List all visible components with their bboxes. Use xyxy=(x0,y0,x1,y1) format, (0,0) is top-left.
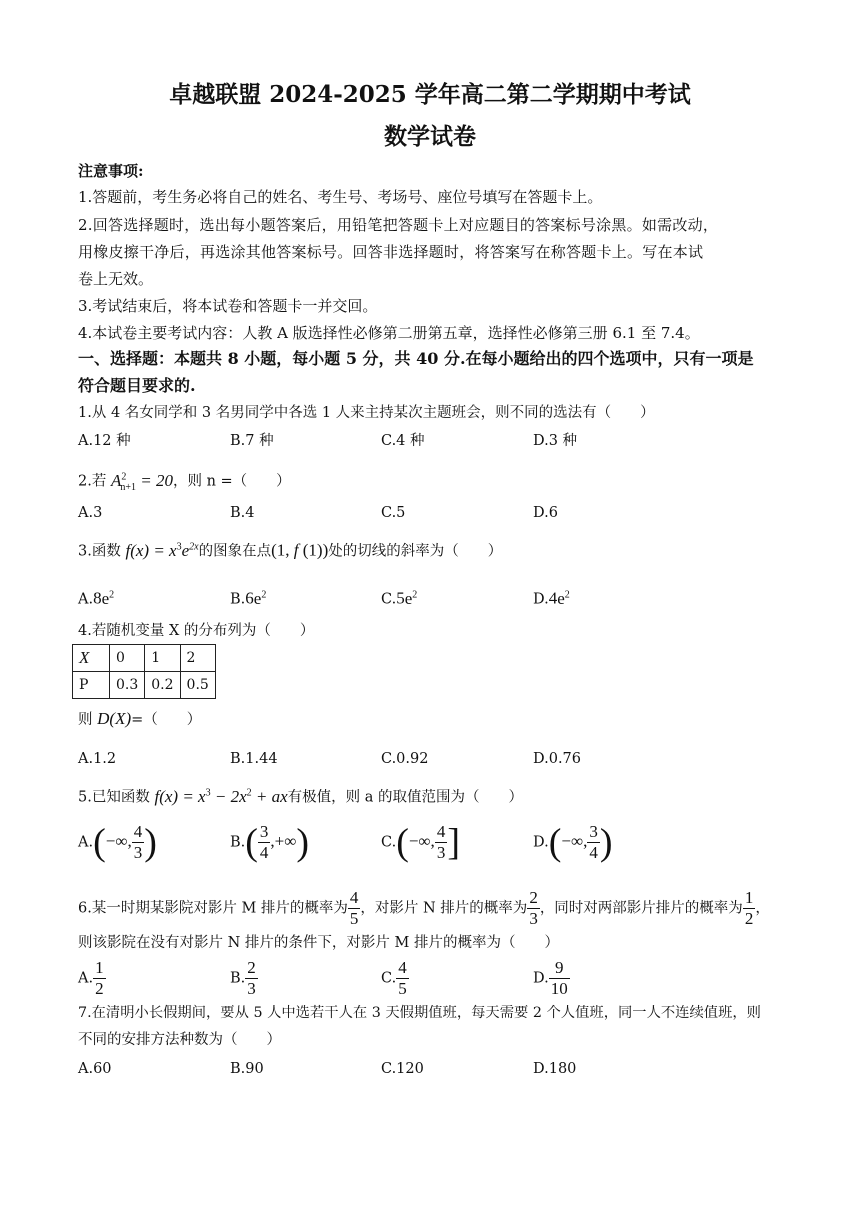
exam-subtitle: 数学试卷 xyxy=(384,123,476,150)
table-row xyxy=(73,672,216,699)
q2-suffix: ，则 n =（ ） xyxy=(172,473,291,490)
q3-option-d: $D.4e^2$ xyxy=(533,588,570,608)
table-cell: 0.3 xyxy=(110,672,145,699)
table-cell: 1 xyxy=(145,645,180,672)
q3-option-c: $C.5e^2$ xyxy=(381,588,418,608)
q1-option-c: C.4 种 xyxy=(381,433,425,449)
notice-item: 1.答题前，考生务必将自己的姓名、考生号、考场号、座位号填写在答题卡上。 xyxy=(78,188,603,206)
q5-function: $f(x) = x^3 - 2x^2$ + ax xyxy=(154,786,288,806)
q3-option-b: $B.6e^2$ xyxy=(230,588,267,608)
table-cell: 0 xyxy=(110,645,145,672)
q6-option-a: A. $\frac{1}{2}$ xyxy=(78,958,104,998)
table-cell: P xyxy=(73,672,110,699)
q2-option-c: C.5 xyxy=(381,505,406,521)
q5-option-a: A.(−∞, $\frac{4}{3}$ ) xyxy=(78,821,157,864)
question-1-stem: 1.从 4 名女同学和 3 名男同学中各选 1 人来主持某次主题班会，则不同的选法有（ ） xyxy=(78,405,655,421)
q1-option-a: A.12 种 xyxy=(78,433,131,449)
q3-suffix: 处的切线的斜率为（ ） xyxy=(328,543,503,560)
q6-option-c: C. $\frac{4}{5}$ xyxy=(381,958,407,998)
q4-option-d: D.0.76 xyxy=(533,751,582,767)
notice-item: 2.回答选择题时，选出每小题答案后，用铅笔把答题卡上对应题目的答案标号涂黑。如需改动， xyxy=(78,216,719,234)
q3-option-a: $A.8e^2$ xyxy=(78,588,115,608)
notice-item: 3.考试结束后，将本试卷和答题卡一并交回。 xyxy=(78,297,378,315)
table-cell: 2 xyxy=(180,645,215,672)
table-row xyxy=(73,645,216,672)
q7-option-b: B.90 xyxy=(230,1061,264,1077)
notice-item: 4.本试卷主要考试内容：人教 A 版选择性必修第二册第五章，选择性必修第三册 6.1 至 7.4。 xyxy=(78,324,700,342)
q2-prefix: 2.若 xyxy=(78,473,107,490)
q3-mid: 的图象在点 xyxy=(198,543,272,560)
question-4-stem: 4.若随机变量 X 的分布列为（ ） xyxy=(78,623,315,639)
q5-option-d: D.(−∞, $\frac{3}{4}$ ) xyxy=(533,821,613,864)
q2-formula: $A^2_{n+1} = 20$ xyxy=(110,470,173,494)
notice-item: 卷上无效。 xyxy=(78,270,154,288)
q3-prefix: 3.函数 xyxy=(78,543,121,560)
q5-option-c: C.(−∞, $\frac{4}{3}$ ] xyxy=(381,821,460,864)
question-4-ask: 则 D(X)=（ ） xyxy=(78,709,202,728)
question-6-stem: 6.某一时期某影院对影片 M 排片的概率为 $\frac{4}{5}$ ，对影片 N 排片的概率为 $\frac{2}{3}$ ，同时对两部影片排片的概率为 $\frac{1}{2}$ ， xyxy=(78,888,770,928)
q7-option-d: D.180 xyxy=(533,1061,577,1077)
section-heading: 一、选择题：本题共 8 小题，每小题 5 分，共 40 分.在每小题给出的四个选项中，只有一项是 xyxy=(78,349,754,368)
section-heading-cont: 符合题目要求的. xyxy=(78,376,196,395)
q7-option-a: A.60 xyxy=(78,1061,112,1077)
notice-heading: 注意事项: xyxy=(78,162,144,180)
q4-option-a: A.1.2 xyxy=(78,751,117,767)
q2-option-d: D.6 xyxy=(533,505,558,521)
q6-option-d: D. $\frac{9}{10}$ xyxy=(533,958,568,998)
question-7-stem-cont: 不同的安排方法种数为（ ） xyxy=(78,1032,281,1048)
q3-function: $f(x) = x^3e^{2x}$ xyxy=(125,540,199,560)
table-cell: X xyxy=(73,645,110,672)
q4-option-b: B.1.44 xyxy=(230,751,278,767)
question-5-stem: 5.已知函数 $f(x) = x^3 - 2x^2$ + ax有极值，则 a 的取值范围为（ ） xyxy=(78,786,524,806)
table-cell: 0.2 xyxy=(145,672,180,699)
q6-option-b: B. $\frac{2}{3}$ xyxy=(230,958,256,998)
table-cell: 0.5 xyxy=(180,672,215,699)
q4-variance: D(X) xyxy=(97,709,132,728)
exam-title: 卓越联盟 2024-2025 学年高二第二学期期中考试 xyxy=(169,81,691,108)
q4-option-c: C.0.92 xyxy=(381,751,429,767)
question-6-stem-cont: 则该影院在没有对影片 N 排片的条件下，对影片 M 排片的概率为（ ） xyxy=(78,935,559,951)
q1-option-b: B.7 种 xyxy=(230,433,274,449)
q5-option-b: B.( $\frac{3}{4}$ ,+∞) xyxy=(230,821,310,864)
q2-option-a: A.3 xyxy=(78,505,103,521)
q2-option-b: B.4 xyxy=(230,505,255,521)
question-2-stem xyxy=(78,466,291,499)
notice-item: 用橡皮擦干净后，再选涂其他答案标号。回答非选择题时，将答案写在称答题卡上。写在本试 xyxy=(78,243,704,261)
q7-option-c: C.120 xyxy=(381,1061,424,1077)
question-7-stem: 7.在清明小长假期间，要从 5 人中选若干人在 3 天假期值班，每天需要 2 个人值班，同一人不连续值班，则 xyxy=(78,1005,761,1021)
q3-point: (1, f (1)) xyxy=(271,540,329,560)
question-3-stem xyxy=(78,536,502,563)
distribution-table xyxy=(72,644,216,699)
q1-option-d: D.3 种 xyxy=(533,433,578,449)
